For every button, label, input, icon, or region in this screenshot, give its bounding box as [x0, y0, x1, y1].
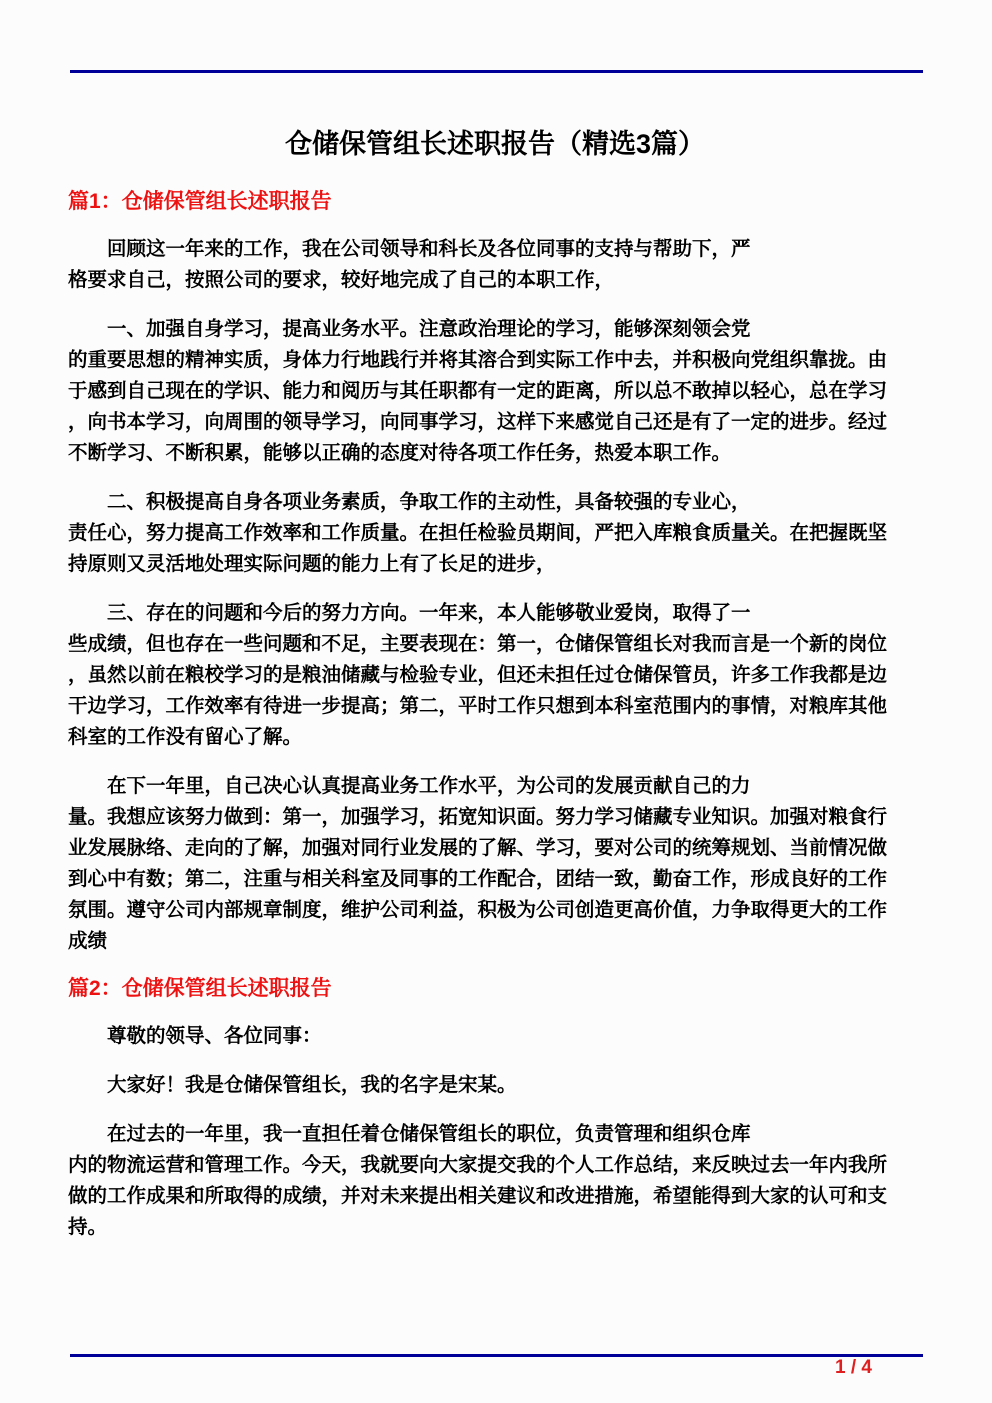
paragraph-line: ，虽然以前在粮校学习的是粮油储藏与检验专业，但还未担任过仓储保管员，许多工作我都是边 [68, 664, 888, 686]
paragraph-line: 持。 [68, 1216, 108, 1238]
paragraph-line: 科室的工作没有留心了解。 [68, 726, 303, 748]
paragraph-line: 责任心，努力提高工作效率和工作质量。在担任检验员期间，严把入库粮食质量关。在把握既坚 [68, 522, 888, 544]
paragraph-line: 量。我想应该努力做到：第一，加强学习，拓宽知识面。努力学习储藏专业知识。加强对粮食行 [68, 806, 888, 828]
paragraph-line: ，向书本学习，向周围的领导学习，向同事学习，这样下来感觉自己还是有了一定的进步。经过 [68, 411, 888, 433]
paragraph-line: 干边学习，工作效率有待进一步提高；第二，平时工作只想到本科室范围内的事情，对粮库其他 [68, 695, 888, 717]
paragraph-line: 到心中有数；第二，注重与相关科室及同事的工作配合，团结一致，勤奋工作，形成良好的工作 [68, 868, 888, 890]
document-body [68, 188, 922, 1243]
paragraph-line: 一、加强自身学习，提高业务水平。注意政治理论的学习，能够深刻领会党 [107, 318, 751, 340]
paragraph [68, 314, 922, 469]
section-heading: 篇1：仓储保管组长述职报告 [68, 190, 332, 213]
paragraph-line: 在下一年里，自己决心认真提高业务工作水平，为公司的发展贡献自己的力 [107, 775, 751, 797]
paragraph-line: 氛围。遵守公司内部规章制度，维护公司利益，积极为公司创造更高价值，力争取得更大的工作 [68, 899, 888, 921]
paragraph [68, 487, 922, 580]
paragraph-line: 回顾这一年来的工作，我在公司领导和科长及各位同事的支持与帮助下，严 [107, 238, 751, 260]
paragraph [68, 1070, 922, 1101]
paragraph-line: 二、积极提高自身各项业务素质，争取工作的主动性，具备较强的专业心， [107, 491, 751, 513]
section-heading: 篇2：仓储保管组长述职报告 [68, 977, 332, 1000]
paragraph-line: 持原则又灵活地处理实际问题的能力上有了长足的进步， [68, 553, 556, 575]
paragraph [68, 1119, 922, 1243]
paragraph [68, 598, 922, 753]
paragraph-line: 业发展脉络、走向的了解，加强对同行业发展的了解、学习，要对公司的统筹规划、当前情况做 [68, 837, 888, 859]
paragraph-line: 在过去的一年里，我一直担任着仓储保管组长的职位，负责管理和组织仓库 [107, 1123, 751, 1145]
paragraph-line: 的重要思想的精神实质，身体力行地践行并将其溶合到实际工作中去，并积极向党组织靠拢。由 [68, 349, 888, 371]
paragraph-line: 格要求自己，按照公司的要求，较好地完成了自己的本职工作， [68, 269, 615, 291]
paragraph [68, 1021, 922, 1052]
paragraph-line: 尊敬的领导、各位同事： [107, 1025, 322, 1047]
paragraph-line: 些成绩，但也存在一些问题和不足，主要表现在：第一，仓储保管组长对我而言是一个新的岗位 [68, 633, 888, 655]
paragraph-line: 大家好！我是仓储保管组长，我的名字是宋某。 [107, 1074, 517, 1096]
header-rule [70, 70, 923, 73]
paragraph-line: 不断学习、不断积累，能够以正确的态度对待各项工作任务，热爱本职工作。 [68, 442, 732, 464]
page-number: 1 / 4 [835, 1357, 872, 1378]
paragraph-line: 内的物流运营和管理工作。今天，我就要向大家提交我的个人工作总结，来反映过去一年内我所 [68, 1154, 888, 1176]
paragraph-line: 于感到自己现在的学识、能力和阅历与其任职都有一定的距离，所以总不敢掉以轻心，总在学习 [68, 380, 888, 402]
paragraph-line: 做的工作成果和所取得的成绩，并对未来提出相关建议和改进措施，希望能得到大家的认可和支 [68, 1185, 888, 1207]
paragraph [68, 234, 922, 296]
paragraph-line: 三、存在的问题和今后的努力方向。一年来，本人能够敬业爱岗，取得了一 [107, 602, 751, 624]
paragraph [68, 771, 922, 957]
footer-rule [70, 1354, 923, 1357]
document-title: 仓储保管组长述职报告（精选3篇） [284, 129, 705, 159]
paragraph-line: 成绩 [68, 930, 108, 952]
